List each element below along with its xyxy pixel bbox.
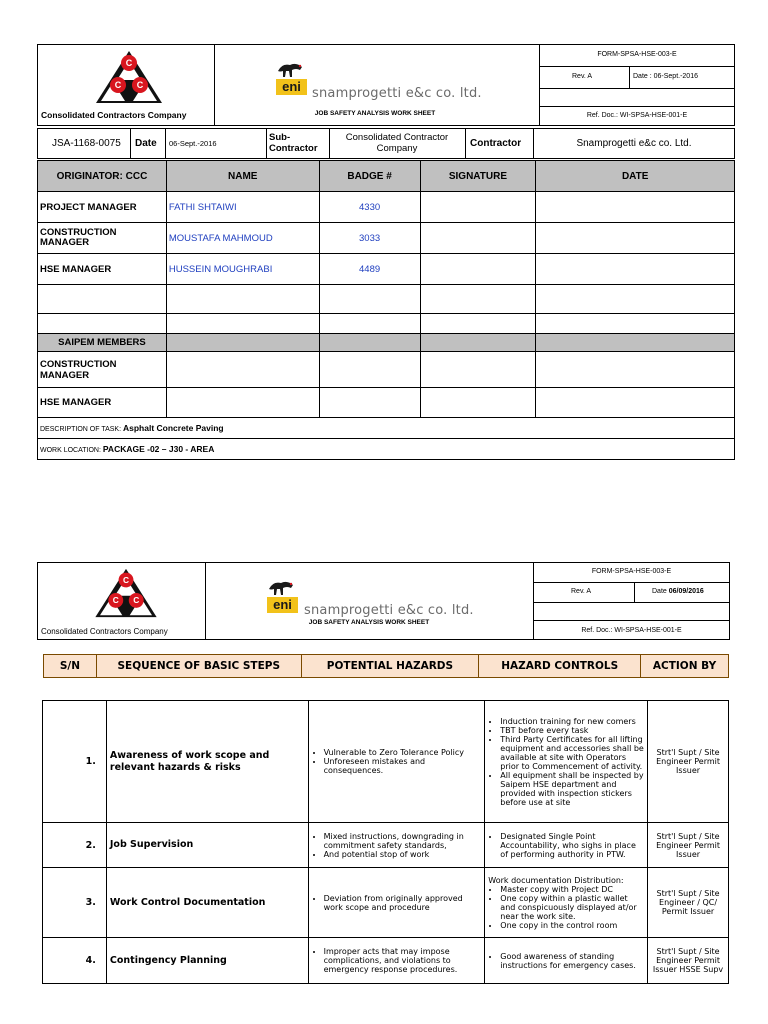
role-cell: HSE MANAGER <box>38 254 167 285</box>
task-label: DESCRIPTION OF TASK: <box>40 426 122 433</box>
table-row <box>43 938 729 984</box>
control-item: • Designated Single Point Accountability, who sighs in place of performing authority in PTW. <box>500 832 644 859</box>
location-row <box>38 439 735 460</box>
column-header: ORIGINATOR: CCC <box>38 161 167 192</box>
contractor-label: Contractor <box>470 138 522 149</box>
jsa-number: JSA-1168-0075 <box>52 138 121 149</box>
table-row <box>43 823 729 868</box>
eni-logo-mark: eni <box>276 79 307 95</box>
table-row <box>38 254 735 285</box>
divider <box>539 66 735 67</box>
column-header: SEQUENCE OF BASIC STEPS <box>96 655 301 678</box>
table-row <box>38 285 735 314</box>
hazard-item: • Vulnerable to Zero Tolerance Policy <box>324 748 482 757</box>
signoff-table <box>37 160 735 460</box>
table-row <box>38 192 735 223</box>
date-label: Date <box>135 138 157 149</box>
hazard-item: • Deviation from originally approved work scope and procedure <box>324 894 482 912</box>
sub-contractor-label: Sub-Contractor <box>269 132 318 154</box>
empty-cell[interactable] <box>38 314 167 334</box>
controls-cell <box>485 938 648 984</box>
control-item: • One copy in the control room <box>500 921 644 930</box>
task-value: Asphalt Concrete Paving <box>122 423 224 433</box>
steps-table <box>42 700 729 984</box>
revision: Rev. A <box>572 73 593 80</box>
sheet-title: JOB SAFETY ANALYSIS WORK SHEET <box>314 110 436 117</box>
column-header: ACTION BY <box>641 655 729 678</box>
divider <box>165 128 166 159</box>
empty-cell[interactable] <box>38 285 167 314</box>
step-cell: Job Supervision <box>106 823 308 868</box>
date-cell[interactable] <box>536 352 735 388</box>
six-legged-dog-icon <box>267 579 295 597</box>
location-value: PACKAGE -02 – J30 - AREA <box>102 444 215 454</box>
company-name: Consolidated Contractors Company <box>41 110 187 120</box>
column-header: POTENTIAL HAZARDS <box>301 655 479 678</box>
empty-cell[interactable] <box>319 314 420 334</box>
date-cell[interactable] <box>536 254 735 285</box>
control-item: • Induction training for new comers <box>500 717 644 726</box>
control-item: • Master copy with Project DC <box>500 885 644 894</box>
ccc-logo <box>92 567 160 619</box>
date-value: 06/09/2016 <box>668 588 704 595</box>
hazard-item: • Improper acts that may impose complications, and violations to emergency response procedures. <box>324 947 482 974</box>
control-item: • Good awareness of standing instructions for emergency cases. <box>500 952 644 970</box>
svg-text:C: C <box>112 595 119 606</box>
sheet-title: JOB SAFETY ANALYSIS WORK SHEET <box>308 619 430 626</box>
divider <box>539 88 735 89</box>
control-item: • Third Party Certificates for all lifting equipment and accessories shall be available at site with Operators prior to Commencement of activity. <box>500 735 644 771</box>
step-cell: Contingency Planning <box>106 938 308 984</box>
eni-logo-mark: eni <box>267 597 298 613</box>
action-by-cell: Strt'l Supt / Site Engineer Permit Issuer <box>648 701 729 823</box>
date-label: Date <box>652 588 667 595</box>
date-cell[interactable] <box>536 388 735 418</box>
step-cell: Awareness of work scope and relevant hazards & risks <box>106 701 308 823</box>
signature-cell[interactable] <box>420 254 536 285</box>
form-date <box>652 588 704 595</box>
task-row <box>38 418 735 439</box>
controls-cell <box>485 701 648 823</box>
divider <box>214 44 215 126</box>
svg-text:C: C <box>133 595 140 606</box>
steps-header <box>43 654 729 678</box>
svg-text:C: C <box>114 80 122 90</box>
divider <box>205 562 206 640</box>
badge-cell: 4489 <box>319 254 420 285</box>
column-header: S/N <box>44 655 97 678</box>
divider <box>539 106 735 107</box>
controls-cell <box>485 823 648 868</box>
table-row <box>38 223 735 254</box>
column-header: BADGE # <box>319 161 420 192</box>
revision: Rev. A <box>571 588 592 595</box>
reference-document: Ref. Doc.: WI-SPSA-HSE-001-E <box>586 112 688 119</box>
badge-cell: 3033 <box>319 223 420 254</box>
hazards-cell <box>308 868 485 938</box>
sn-cell: 3. <box>43 868 107 938</box>
hazards-cell <box>308 938 485 984</box>
divider <box>130 128 131 159</box>
grey-cell <box>420 334 536 352</box>
badge-cell[interactable] <box>319 352 420 388</box>
control-item: • All equipment shall be inspected by Saipem HSE department and provided with inspection stickers before use at site <box>500 771 644 807</box>
eni-company-name: snamprogetti e&c co. ltd. <box>312 86 482 101</box>
sn-cell: 1. <box>43 701 107 823</box>
six-legged-dog-icon <box>276 61 304 79</box>
sn-cell: 2. <box>43 823 107 868</box>
divider <box>533 620 730 621</box>
svg-text:C: C <box>122 574 130 585</box>
hazards-cell <box>308 701 485 823</box>
action-by-cell: Strt'l Supt / Site Engineer Permit Issuer <box>648 823 729 868</box>
date-value: 06-Sept.-2016 <box>169 139 217 148</box>
name-cell: FATHI SHTAIWI <box>166 192 319 223</box>
hazard-item: • Unforeseen mistakes and consequences. <box>324 757 482 775</box>
saipem-members-label: SAIPEM MEMBERS <box>38 334 167 352</box>
empty-cell[interactable] <box>166 285 319 314</box>
grey-cell <box>536 334 735 352</box>
controls-cell <box>485 868 648 938</box>
reference-document: Ref. Doc.: WI-SPSA-HSE-001-E <box>581 627 682 634</box>
form-number: FORM-SPSA-HSE-003-E <box>597 51 677 58</box>
ccc-logo <box>94 49 164 105</box>
table-row <box>43 868 729 938</box>
signature-cell[interactable] <box>420 352 536 388</box>
step-cell: Work Control Documentation <box>106 868 308 938</box>
action-by-cell: Strt'l Supt / Site Engineer / QC/ Permit Issuer <box>648 868 729 938</box>
empty-cell[interactable] <box>536 285 735 314</box>
eni-company-name: snamprogetti e&c co. ltd. <box>304 603 474 618</box>
role-cell: CONSTRUCTION MANAGER <box>38 223 167 254</box>
sn-cell: 4. <box>43 938 107 984</box>
control-item: • One copy within a plastic wallet and conspicuously displayed at/or near the work site. <box>500 894 644 921</box>
name-cell[interactable] <box>166 388 319 418</box>
column-header: DATE <box>536 161 735 192</box>
divider <box>533 602 730 603</box>
column-header: SIGNATURE <box>420 161 536 192</box>
divider <box>329 128 330 159</box>
grey-cell <box>319 334 420 352</box>
signature-cell[interactable] <box>420 192 536 223</box>
name-cell: MOUSTAFA MAHMOUD <box>166 223 319 254</box>
empty-cell[interactable] <box>319 285 420 314</box>
empty-cell[interactable] <box>420 285 536 314</box>
badge-cell[interactable] <box>319 388 420 418</box>
svg-text:C: C <box>125 58 133 68</box>
empty-cell[interactable] <box>536 314 735 334</box>
hazards-cell <box>308 823 485 868</box>
location-label: WORK LOCATION: <box>40 447 101 454</box>
empty-cell[interactable] <box>420 314 536 334</box>
sub-contractor-value: Consolidated Contractor Company <box>345 132 449 154</box>
control-item: • TBT before every task <box>500 726 644 735</box>
controls-intro: Work documentation Distribution: <box>488 875 624 885</box>
hazard-item: • Mixed instructions, downgrading in commitment safety standards, <box>324 832 482 850</box>
grey-cell <box>166 334 319 352</box>
company-name: Consolidated Contractors Company <box>41 627 168 636</box>
action-by-cell: Strt'l Supt / Site Engineer Permit Issuer HSSE Supv <box>648 938 729 984</box>
name-cell: HUSSEIN MOUGHRABI <box>166 254 319 285</box>
divider <box>266 128 267 159</box>
signature-cell[interactable] <box>420 388 536 418</box>
column-header: NAME <box>166 161 319 192</box>
date-cell[interactable] <box>536 223 735 254</box>
divider <box>465 128 466 159</box>
date-cell[interactable] <box>536 192 735 223</box>
table-row <box>38 352 735 388</box>
saipem-header-row <box>38 334 735 352</box>
form-number: FORM-SPSA-HSE-003-E <box>591 568 672 575</box>
column-header: HAZARD CONTROLS <box>479 655 641 678</box>
table-row <box>43 701 729 823</box>
table-row <box>38 314 735 334</box>
role-cell: PROJECT MANAGER <box>38 192 167 223</box>
empty-cell[interactable] <box>166 314 319 334</box>
role-cell: CONSTRUCTION MANAGER <box>38 352 167 388</box>
svg-text:C: C <box>136 80 144 90</box>
signature-cell[interactable] <box>420 223 536 254</box>
role-cell: HSE MANAGER <box>38 388 167 418</box>
divider <box>629 66 630 88</box>
form-date: Date : 06-Sept.-2016 <box>633 73 698 80</box>
divider <box>533 582 730 583</box>
badge-cell: 4330 <box>319 192 420 223</box>
hazard-item: • And potential stop of work <box>324 850 482 859</box>
divider <box>634 582 635 602</box>
name-cell[interactable] <box>166 352 319 388</box>
contractor-value: Snamprogetti e&c co. Ltd. <box>576 138 692 149</box>
table-row <box>38 388 735 418</box>
